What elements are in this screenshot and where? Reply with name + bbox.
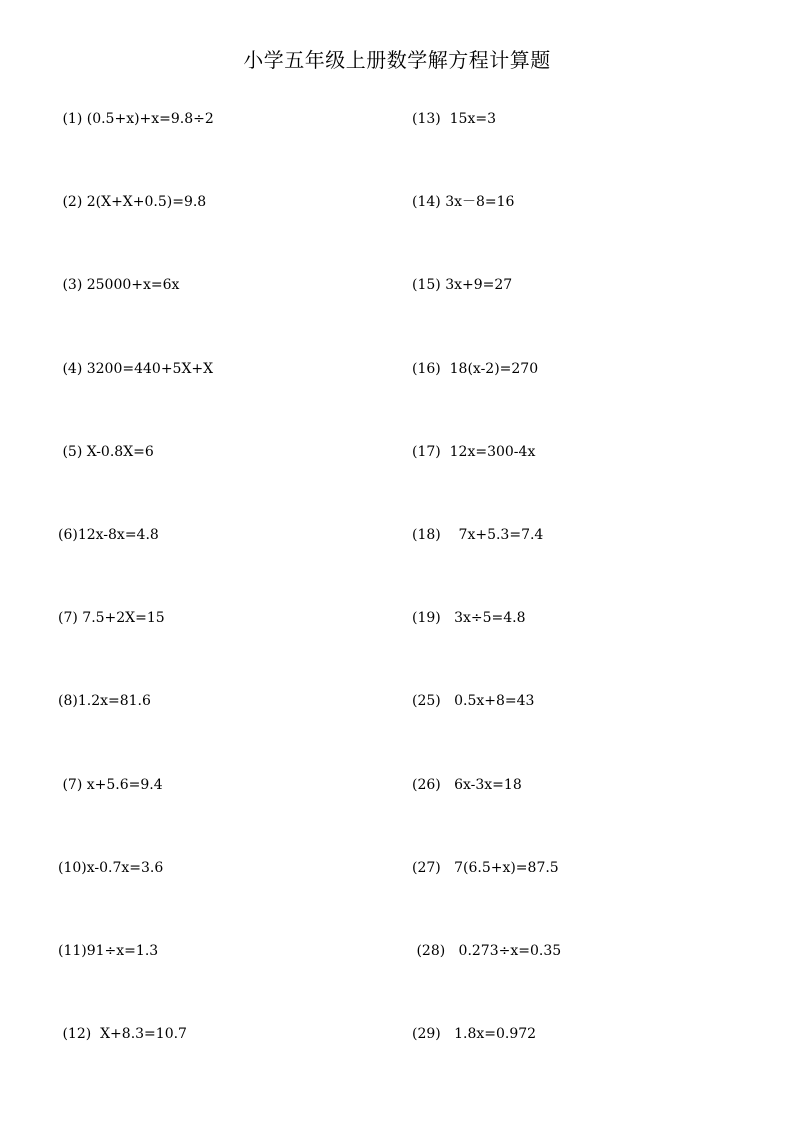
problem-item: (19) 3x÷5=4.8 (412, 610, 526, 627)
problem-item: (12) X+8.3=10.7 (58, 1026, 187, 1043)
problem-item: (1) (0.5+x)+x=9.8÷2 (58, 111, 214, 127)
problem-item: (27) 7(6.5+x)=87.5 (412, 859, 559, 876)
problem-item: (29) 1.8x=0.972 (412, 1026, 537, 1043)
problem-item: (26) 6x-3x=18 (412, 776, 522, 793)
problem-item: (11)91÷x=1.3 (58, 942, 159, 959)
problem-item: (15) 3x+9=27 (412, 277, 513, 294)
problem-item: (3) 25000+x=6x (58, 277, 180, 294)
problem-item: (13) 15x=3 (412, 111, 496, 127)
problem-item: (6)12x-8x=4.8 (58, 526, 159, 543)
problem-item: (5) X-0.8X=6 (58, 443, 154, 460)
right-problem-column (412, 107, 772, 1105)
problem-item: (7) x+5.6=9.4 (58, 776, 163, 793)
page-title: 小学五年级上册数学解方程计算题 (243, 48, 551, 72)
problem-item: (14) 3x－8=16 (412, 194, 515, 211)
problem-item: (28) 0.273÷x=0.35 (412, 942, 562, 959)
problem-item: (16) 18(x-2)=270 (412, 360, 539, 377)
left-problem-column (58, 107, 388, 1105)
problem-item: (2) 2(X+X+0.5)=9.8 (58, 194, 207, 211)
problem-item: (4) 3200=440+5X+X (58, 360, 214, 377)
problem-item: (10)x-0.7x=3.6 (58, 859, 164, 876)
problem-item: (8)1.2x=81.6 (58, 693, 151, 710)
problem-item: (18) 7x+5.3=7.4 (412, 526, 544, 543)
problem-item: (17) 12x=300-4x (412, 443, 536, 460)
problem-item: (25) 0.5x+8=43 (412, 693, 535, 710)
problem-item: (7) 7.5+2X=15 (58, 610, 165, 627)
